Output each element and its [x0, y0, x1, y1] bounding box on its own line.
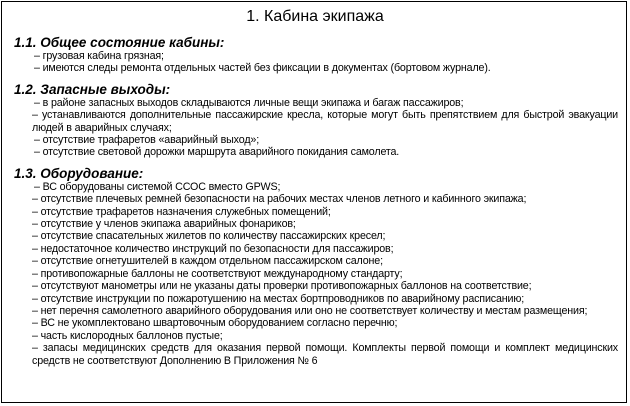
- section-heading: 1.3. Оборудование:: [14, 165, 144, 181]
- list-item: – отсутствие трафаретов назначения служебных помещений;: [32, 205, 331, 218]
- list-item: – часть кислородных баллонов пустые;: [32, 329, 223, 342]
- list-item: – запасы медицинских средств для оказания первой помощи. Комплекты первой помощи и комплект медицинских средств не соответствуют Дополнению В Приложения № 6: [32, 342, 618, 367]
- section-heading: 1.1. Общее состояние кабины:: [14, 35, 225, 50]
- list-item: – отсутствие спасательных жилетов по количеству пассажирских кресел;: [32, 230, 386, 243]
- list-item: – отсутствие световой дорожки маршрута аварийного покидания самолета.: [34, 146, 400, 159]
- list-item: – устанавливаются дополнительные пассажирские кресла, которые могут быть препятствием для быстрой эвакуации людей в аварийных случаях;: [32, 109, 618, 134]
- document-body: [14, 35, 618, 374]
- list-item: – в районе запасных выходов складываются личные вещи экипажа и багаж пассажиров;: [34, 96, 464, 109]
- list-item: – отсутствие плечевых ремней безопасности на рабочих местах членов летного и кабинного экипажа;: [32, 193, 527, 206]
- list-item: – ВС не укомплектовано швартовочным оборудованием согласно перечню;: [32, 317, 398, 330]
- list-item: – нет перечня самолетного аварийного оборудования или оно не соответствует количеству и местам размещения;: [32, 304, 588, 317]
- list-item: – ВС оборудованы системой ССОС вместо GPWS;: [34, 180, 281, 193]
- list-item: – отсутствие у членов экипажа аварийных фонариков;: [32, 218, 296, 231]
- list-item: – имеются следы ремонта отдельных частей без фиксации в документах (бортовом журнале).: [34, 62, 491, 75]
- section-emergency-exits: [14, 82, 618, 159]
- list-item: – отсутствие огнетушителей в каждом отдельном пассажирском салоне;: [32, 255, 383, 268]
- list-item: – недостаточное количество инструкций по безопасности для пассажиров;: [32, 242, 394, 255]
- list-item: – отсутствуют манометры или не указаны даты проверки противопожарных баллонов на соответствие;: [32, 280, 532, 293]
- section-heading: 1.2. Запасные выходы:: [14, 81, 171, 97]
- list-item: – противопожарные баллоны не соответствуют международному стандарту;: [32, 267, 403, 280]
- section-cabin-condition: [14, 35, 618, 75]
- list-item: – отсутствие трафаретов «аварийный выход»;: [34, 134, 260, 147]
- list-item: – отсутствие инструкции по пожаротушению на местах бортпроводников по аварийному расписанию;: [32, 292, 525, 305]
- section-equipment: [14, 166, 618, 367]
- document-title: 1. Кабина экипажа: [246, 8, 384, 25]
- list-item: – грузовая кабина грязная;: [34, 50, 164, 62]
